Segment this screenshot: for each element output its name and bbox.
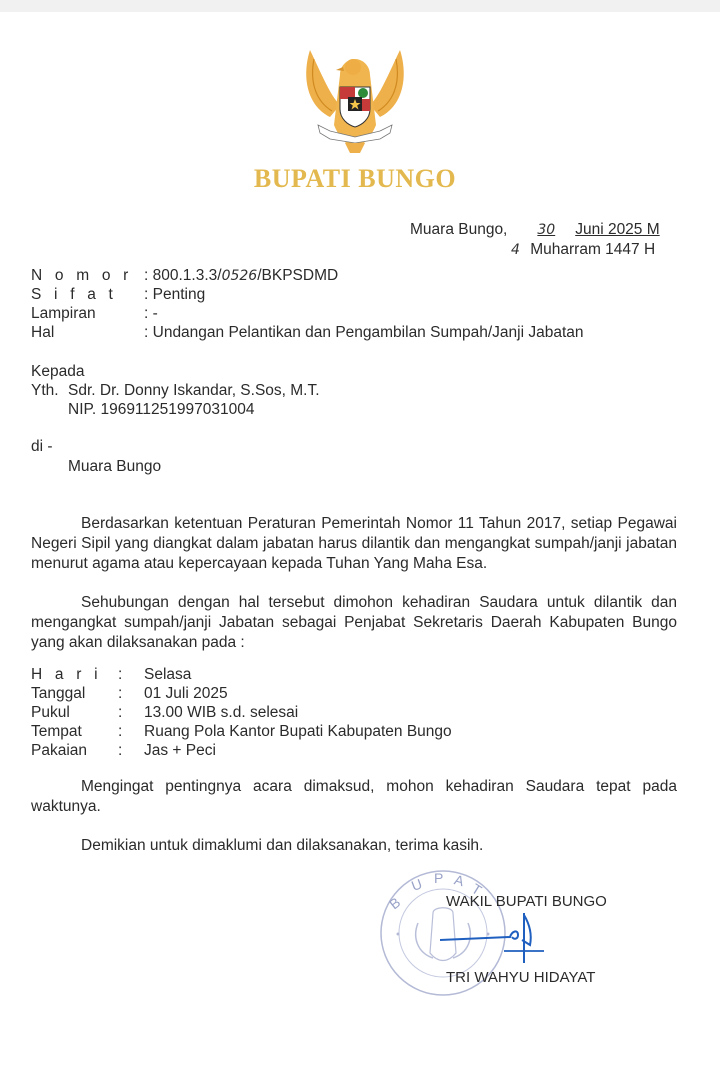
- recipient-location: Muara Bungo: [68, 458, 162, 475]
- event-value-hari: Selasa: [144, 666, 192, 683]
- separator: :: [118, 704, 123, 721]
- event-value-pakaian: Jas + Peci: [144, 742, 216, 759]
- separator: :: [144, 324, 149, 341]
- nomor-handwritten: 0526: [221, 268, 258, 284]
- label-sifat: S i f a t: [31, 286, 118, 303]
- date-hijri-line: [511, 240, 655, 260]
- hal-value: Undangan Pelantikan dan Pengambilan Sumpah/Janji Jabatan: [152, 324, 584, 341]
- separator: :: [118, 666, 123, 683]
- separator: :: [144, 305, 149, 322]
- handwritten-hijri-day: 4: [511, 242, 520, 258]
- svg-text:A: A: [452, 871, 466, 890]
- recipient-name: Sdr. Dr. Donny Iskandar, S.Sos, M.T.: [68, 382, 320, 399]
- label-nomor: N o m o r: [31, 267, 133, 284]
- separator: :: [144, 267, 149, 284]
- svg-text:B: B: [386, 894, 404, 913]
- date-place: Muara Bungo,: [410, 221, 508, 238]
- lampiran-value: -: [152, 305, 158, 322]
- value-sifat: [144, 285, 205, 304]
- paragraph-text: Demikian untuk dimaklumi dan dilaksanakan, terima kasih.: [81, 837, 484, 854]
- event-label-tanggal: Tanggal: [31, 685, 86, 702]
- signature-position: WAKIL BUPATI BUNGO: [446, 893, 607, 910]
- recipient-nip: NIP. 196911251997031004: [68, 401, 255, 418]
- event-value-tanggal: 01 Juli 2025: [144, 685, 228, 702]
- recipient-kepada: Kepada: [31, 363, 85, 380]
- svg-text:U: U: [409, 875, 425, 894]
- garuda-emblem-icon: [300, 45, 410, 160]
- svg-text:T: T: [468, 880, 485, 899]
- top-bar: [0, 0, 720, 12]
- event-value-pukul: 13.00 WIB s.d. selesai: [144, 704, 299, 721]
- nomor-prefix: 800.1.3.3/: [152, 267, 222, 284]
- event-value-tempat: Ruang Pola Kantor Bupati Kabupaten Bungo: [144, 723, 452, 740]
- separator: :: [118, 742, 123, 759]
- recipient-di: di -: [31, 438, 53, 455]
- separator: :: [118, 723, 123, 740]
- nomor-suffix: /BKPSDMD: [257, 267, 339, 284]
- body-paragraph-4: [31, 836, 677, 856]
- date-line: [410, 220, 660, 240]
- label-hal: Hal: [31, 324, 55, 341]
- value-lampiran: [144, 304, 158, 323]
- value-nomor: [144, 266, 338, 286]
- separator: :: [118, 685, 123, 702]
- handwritten-day: 30: [537, 222, 556, 238]
- signature-icon: [440, 905, 560, 965]
- body-paragraph-3: [31, 777, 677, 817]
- svg-text:P: P: [434, 870, 444, 886]
- separator: :: [144, 286, 149, 303]
- date-gregorian: Juni 2025 M: [575, 221, 660, 238]
- signature-name: TRI WAHYU HIDAYAT: [446, 969, 596, 986]
- label-lampiran: Lampiran: [31, 305, 96, 322]
- paragraph-text: Berdasarkan ketentuan Peraturan Pemerintah Nomor 11 Tahun 2017, setiap Pegawai Negeri Sipil yang diangkat dalam jabatan harus dilantik dan mengangkat sumpah/janji jabatan menurut agama atau kepercayaan kepada Tuhan Yang Maha Esa.: [31, 515, 677, 572]
- event-label-tempat: Tempat: [31, 723, 82, 740]
- body-paragraph-2: [31, 593, 677, 653]
- letterhead-title: BUPATI BUNGO: [253, 164, 457, 193]
- sifat-value: Penting: [152, 286, 206, 303]
- recipient-yth: Yth.: [31, 382, 59, 399]
- value-hal: [144, 323, 584, 342]
- paragraph-text: Sehubungan dengan hal tersebut dimohon kehadiran Saudara untuk dilantik dan mengangkat sumpah/janji Jabatan sebagai Penjabat Sekretaris Daerah Kabupaten Bungo yang akan dilaksanakan pada :: [31, 594, 677, 651]
- paragraph-text: Mengingat pentingnya acara dimaksud, mohon kehadiran Saudara tepat pada waktunya.: [31, 778, 677, 815]
- body-paragraph-1: [31, 514, 677, 574]
- date-hijri: Muharram 1447 H: [530, 241, 656, 258]
- event-label-pakaian: Pakaian: [31, 742, 88, 759]
- event-label-pukul: Pukul: [31, 704, 70, 721]
- event-label-hari: H a r i: [31, 666, 102, 683]
- date-gregorian-underlined: [507, 221, 659, 238]
